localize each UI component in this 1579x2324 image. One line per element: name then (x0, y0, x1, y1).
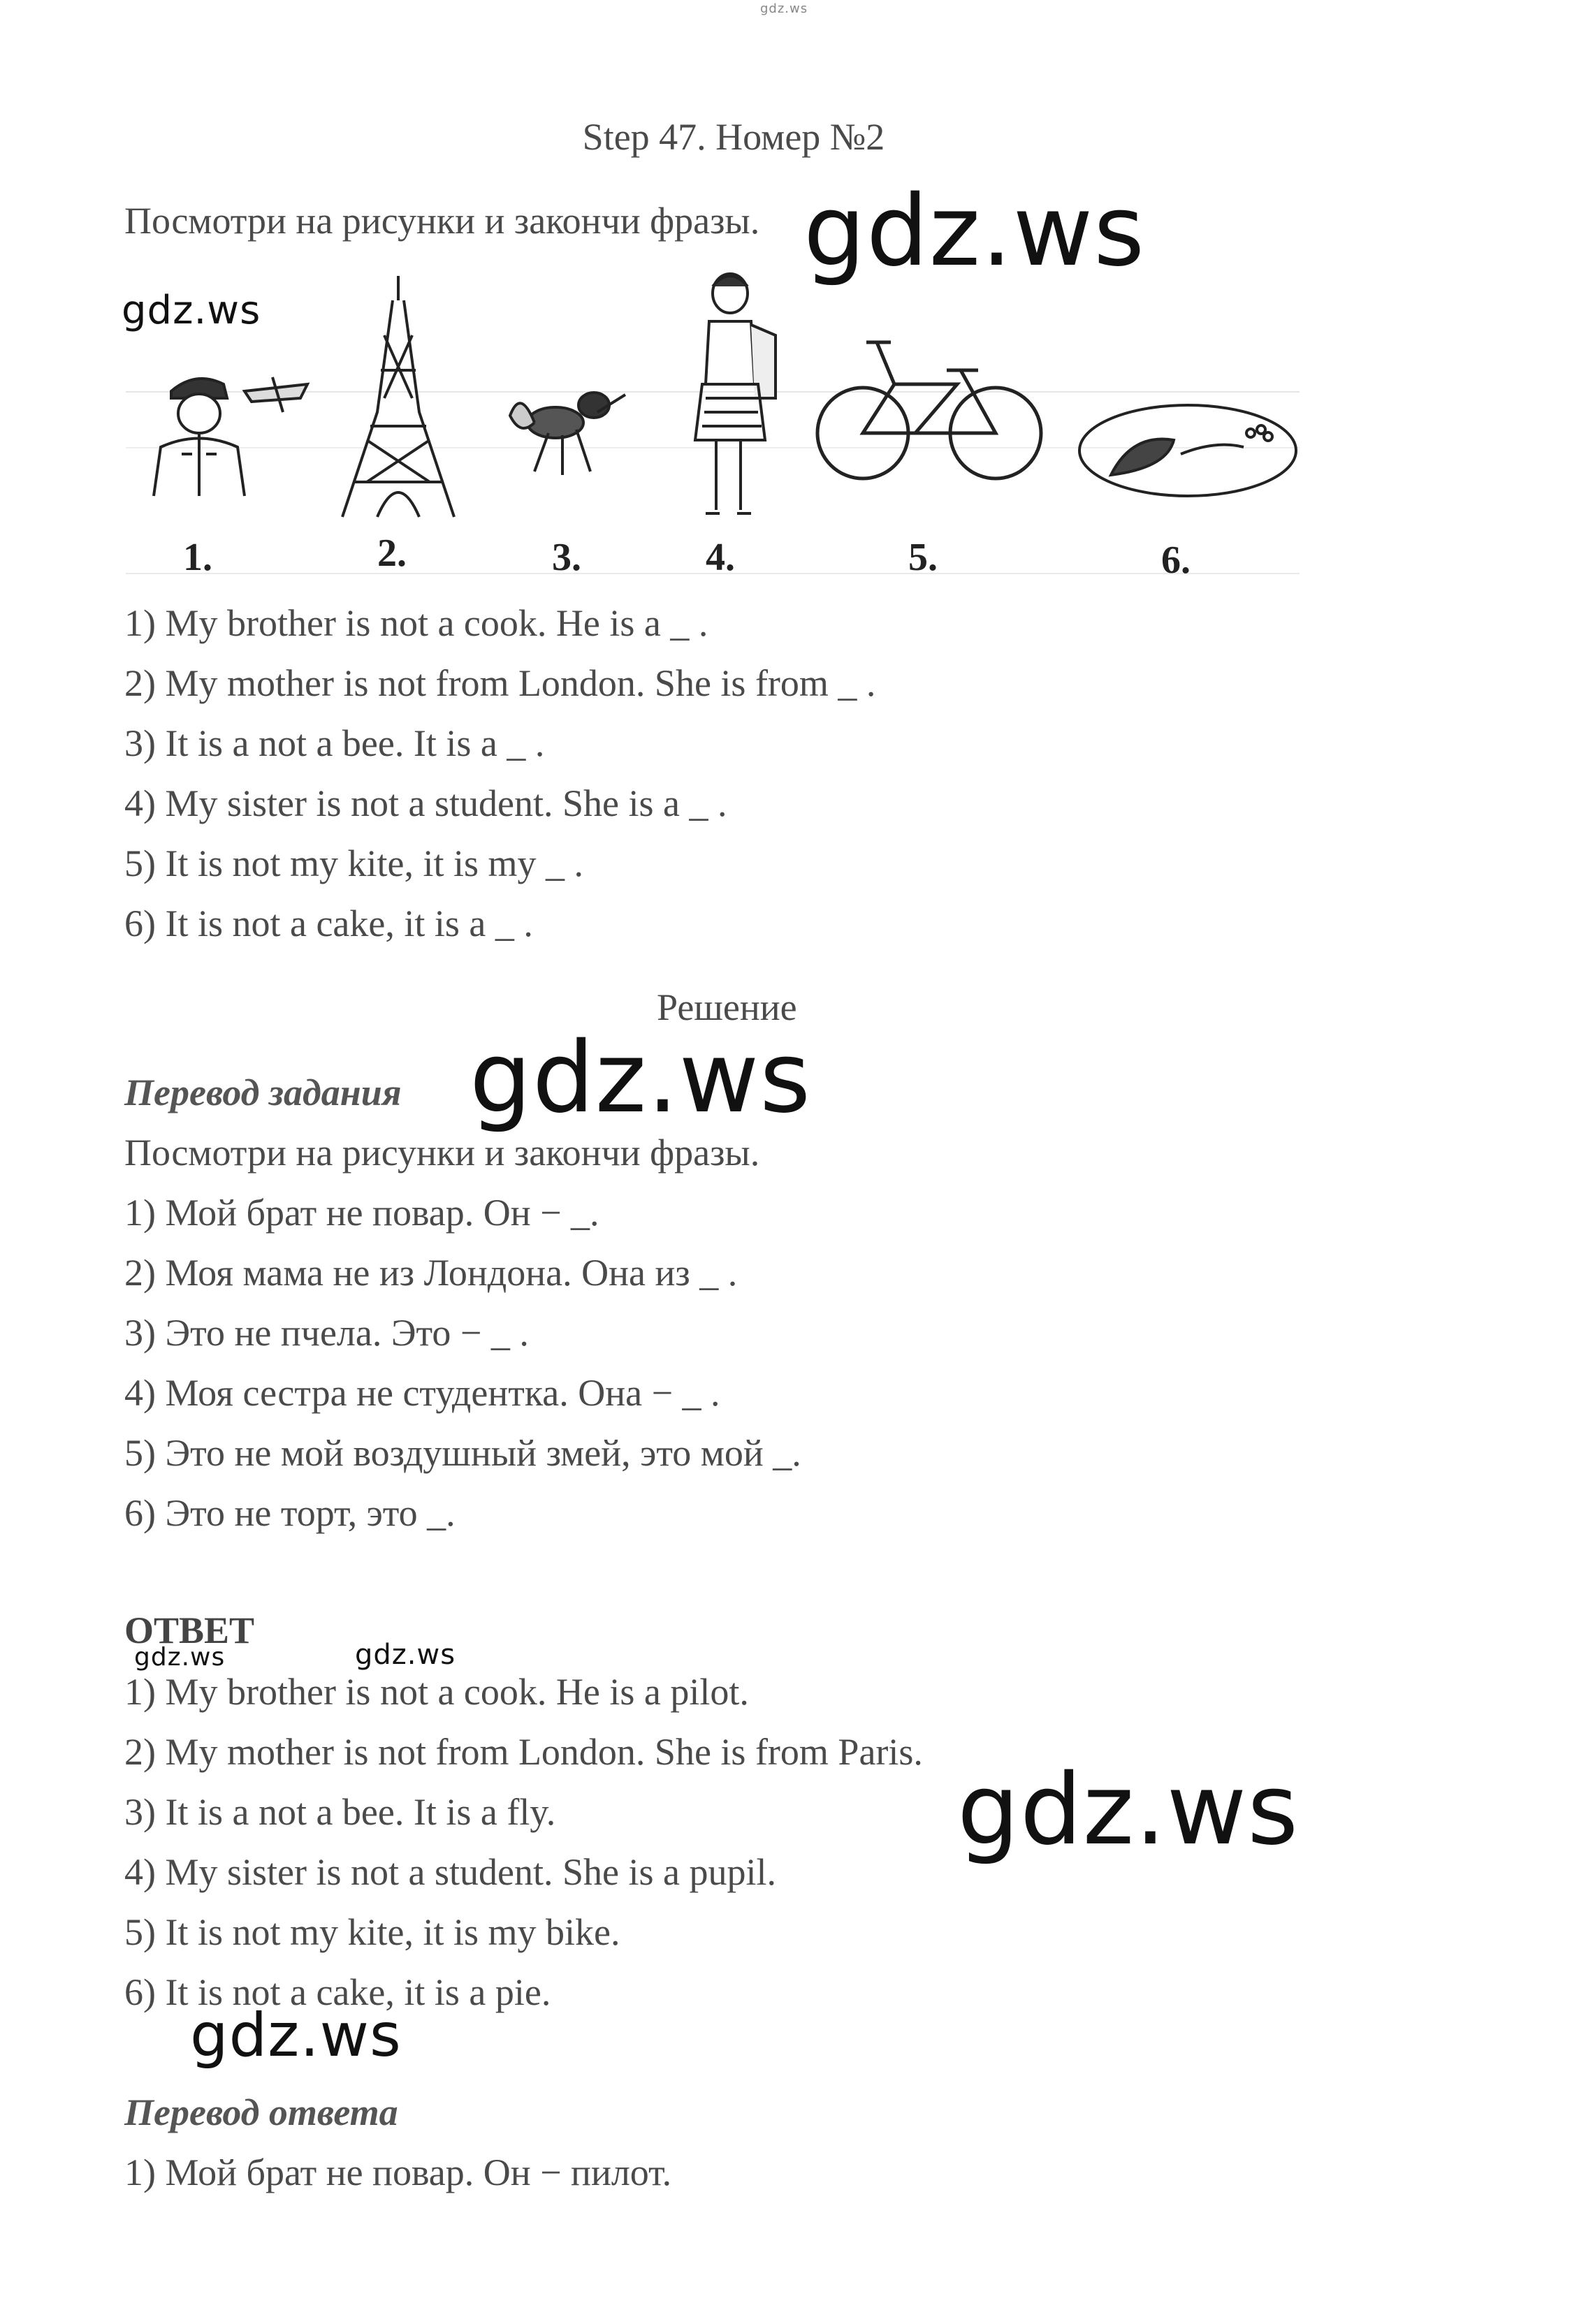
solution-heading: Решение (657, 986, 797, 1028)
picture-number: 5. (908, 536, 938, 579)
translation-sentence: 2) Моя мама не из Лондона. Она из _ . (124, 1252, 738, 1294)
answer-sentence: 5) It is not my kite, it is my bike. (124, 1911, 620, 1953)
task-sentence: 2) My mother is not from London. She is from _ . (124, 662, 876, 704)
watermark: gdz.ws (803, 175, 1146, 288)
translation-sentence: 3) Это не пчела. Это − _ . (124, 1312, 529, 1354)
watermark: gdz.ws (957, 1753, 1300, 1867)
pilot-picture (133, 349, 328, 506)
watermark: gdz.ws (134, 1643, 226, 1672)
answer-heading: ОТВЕТ (124, 1609, 255, 1651)
picture-number: 2. (377, 532, 407, 575)
pie-plate-picture (1076, 398, 1300, 506)
translation-heading: Перевод задания (124, 1072, 402, 1113)
eiffel-tower-picture (328, 272, 468, 527)
watermark: gdz.ws (470, 1021, 812, 1135)
answer-translation-heading: Перевод ответа (124, 2091, 398, 2133)
page-title: Step 47. Номер №2 (582, 116, 885, 158)
schoolgirl-picture (678, 265, 790, 534)
translation-instruction: Посмотри на рисунки и закончи фразы. (124, 1132, 760, 1174)
answer-sentence: 2) My mother is not from London. She is from Paris. (124, 1731, 923, 1773)
task-sentence: 6) It is not a cake, it is a _ . (124, 902, 533, 944)
picture-number: 6. (1161, 539, 1191, 582)
translation-sentence: 1) Мой брат не повар. Он − _. (124, 1192, 599, 1234)
fly-picture (507, 374, 632, 482)
answer-sentence: 3) It is a not a bee. It is a fly. (124, 1791, 556, 1833)
watermark: gdz.ws (355, 1639, 456, 1671)
watermark: gdz.ws (122, 288, 261, 333)
picture-number: 3. (552, 536, 581, 579)
translation-sentence: 6) Это не торт, это _. (124, 1492, 456, 1534)
bicycle-picture (810, 328, 1048, 499)
picture-number: 1. (183, 536, 212, 579)
translation-sentence: 4) Моя сестра не студентка. Она − _ . (124, 1372, 720, 1414)
picture-number: 4. (706, 536, 735, 579)
top-watermark: gdz.ws (760, 1, 808, 16)
translation-sentence: 5) Это не мой воздушный змей, это мой _. (124, 1432, 801, 1474)
answer-sentence: 1) My brother is not a cook. He is a pilot. (124, 1671, 749, 1713)
answer-translation-sentence: 1) Мой брат не повар. Он − пилот. (124, 2151, 672, 2193)
task-sentence: 1) My brother is not a cook. He is a _ . (124, 602, 708, 644)
task-sentence: 3) It is a not a bee. It is a _ . (124, 722, 545, 764)
watermark: gdz.ws (190, 2001, 402, 2070)
task-instruction: Посмотри на рисунки и закончи фразы. (124, 200, 760, 242)
answer-sentence: 4) My sister is not a student. She is a pupil. (124, 1851, 776, 1893)
task-sentence: 4) My sister is not a student. She is a _ . (124, 782, 727, 824)
task-sentence: 5) It is not my kite, it is my _ . (124, 842, 583, 884)
answer-sentence: 6) It is not a cake, it is a pie. (124, 1971, 551, 2013)
